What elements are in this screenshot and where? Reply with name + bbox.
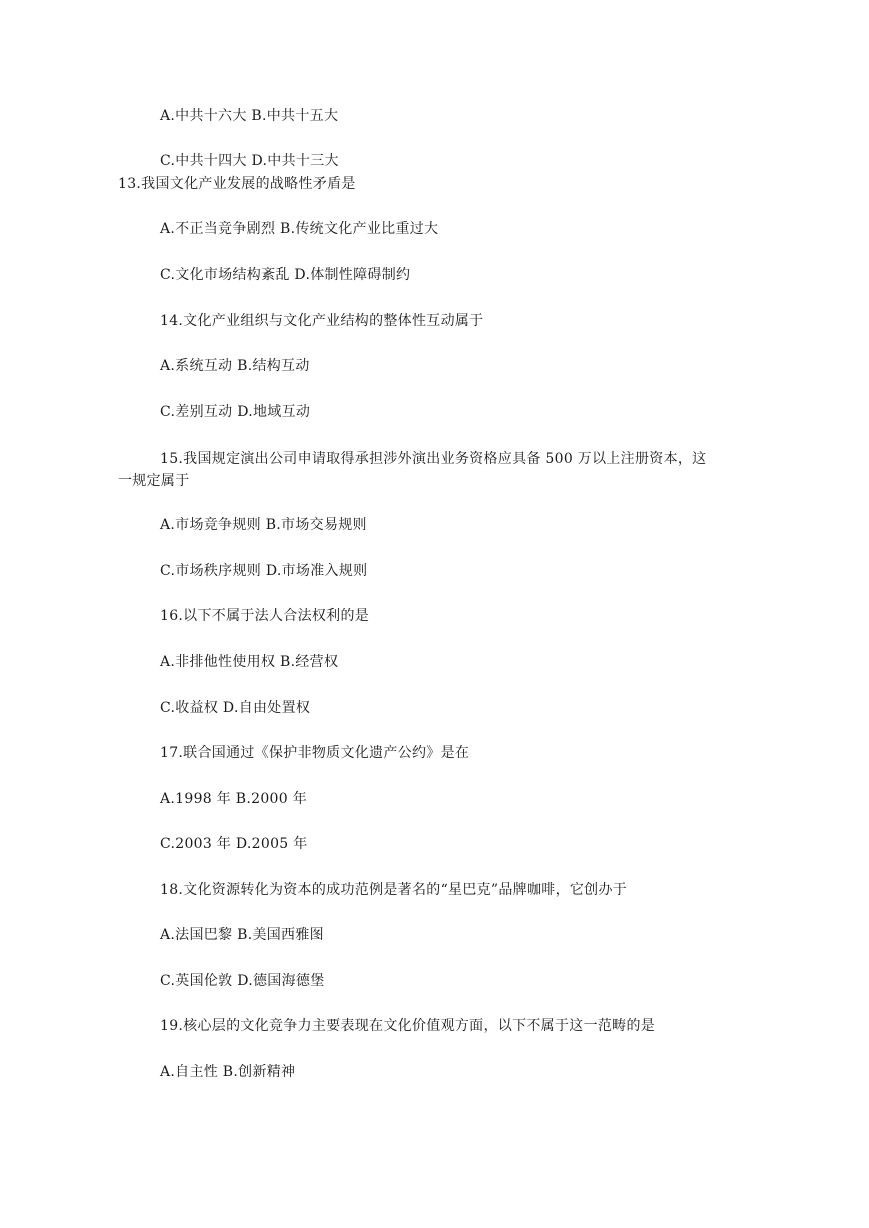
- q16-question: 16.以下不属于法人合法权利的是: [160, 608, 370, 624]
- q19-options-ab: A.自主性 B.创新精神: [160, 1064, 296, 1080]
- q19-question: 19.核心层的文化竞争力主要表现在文化价值观方面，以下不属于这一范畴的是: [160, 1018, 656, 1034]
- q14-options-cd: C.差别互动 D.地域互动: [160, 404, 311, 420]
- q18-options-ab: A.法国巴黎 B.美国西雅图: [160, 927, 324, 943]
- q14-options-ab: A.系统互动 B.结构互动: [160, 358, 310, 374]
- q12-options-ab: A.中共十六大 B.中共十五大: [160, 108, 339, 124]
- q17-question: 17.联合国通过《保护非物质文化遗产公约》是在: [160, 745, 470, 761]
- q17-options-cd: C.2003 年 D.2005 年: [160, 836, 308, 852]
- q13-options-cd: C.文化市场结构紊乱 D.体制性障碍制约: [160, 267, 411, 283]
- q17-options-ab: A.1998 年 B.2000 年: [160, 791, 308, 807]
- q16-options-ab: A.非排他性使用权 B.经营权: [160, 654, 339, 670]
- q13-question: 13.我国文化产业发展的战略性矛盾是: [118, 176, 356, 192]
- q18-question: 18.文化资源转化为资本的成功范例是著名的“星巴克”品牌咖啡，它创办于: [160, 882, 628, 898]
- q13-options-ab: A.不正当竞争剧烈 B.传统文化产业比重过大: [160, 221, 439, 237]
- q15-options-ab: A.市场竞争规则 B.市场交易规则: [160, 517, 367, 533]
- q15-question-line1: 15.我国规定演出公司申请取得承担涉外演出业务资格应具备 500 万以上注册资本，这: [160, 451, 707, 467]
- q16-options-cd: C.收益权 D.自由处置权: [160, 700, 311, 716]
- q18-options-cd: C.英国伦敦 D.德国海德堡: [160, 973, 325, 989]
- q15-question-line2: 一规定属于: [118, 473, 190, 489]
- q12-options-cd: C.中共十四大 D.中共十三大: [160, 153, 339, 169]
- q15-options-cd: C.市场秩序规则 D.市场准入规则: [160, 563, 368, 579]
- q14-question: 14.文化产业组织与文化产业结构的整体性互动属于: [160, 313, 484, 329]
